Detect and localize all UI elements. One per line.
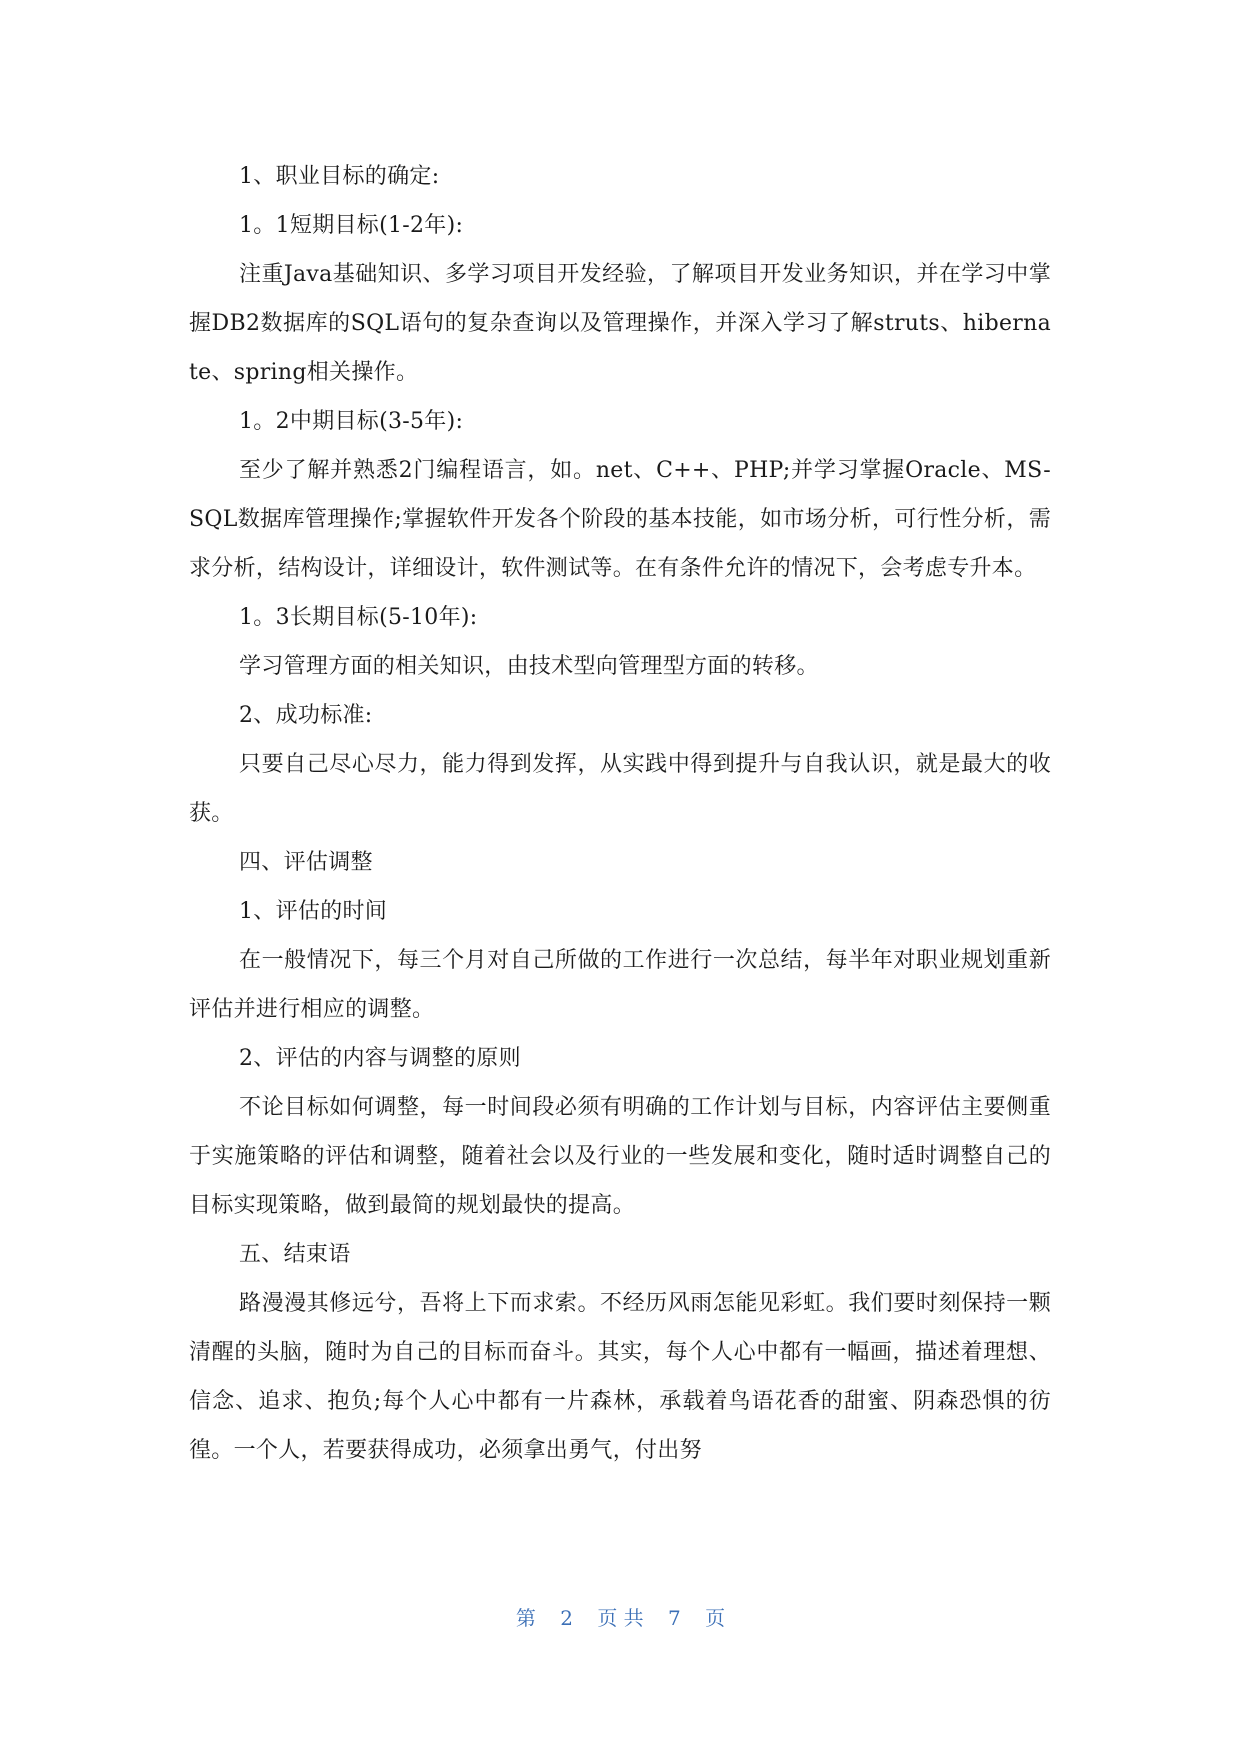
footer-current-page: 2 [560,1606,573,1630]
paragraph: 2、成功标准: [239,703,373,728]
paragraph: 只要自己尽心尽力，能力得到发挥，从实践中得到提升与自我认识，就是最大的收获。 [189,752,1051,826]
paragraph: 1、职业目标的确定: [239,164,440,189]
paragraph: 注重Java基础知识、多学习项目开发经验，了解项目开发业务知识，并在学习中掌握DB2数据库的SQL语句的复杂查询以及管理操作，并深入学习了解struts、hibernate、spring相关操作。 [189,262,1051,385]
paragraph: 不论目标如何调整，每一时间段必须有明确的工作计划与目标，内容评估主要侧重于实施策略的评估和调整，随着社会以及行业的一些发展和变化，随时适时调整自己的目标实现策略，做到最简的规划最快的提高。 [189,1095,1051,1218]
paragraph: 1。3长期目标(5-10年): [239,605,478,630]
paragraph: 学习管理方面的相关知识，由技术型向管理型方面的转移。 [239,654,819,679]
paragraph: 1、评估的时间 [239,899,388,924]
document-body [189,152,1051,1475]
paragraph: 2、评估的内容与调整的原则 [239,1046,521,1071]
footer-total-pages: 7 [668,1606,681,1630]
page-footer [0,1602,1241,1631]
footer-middle: 页 共 [597,1606,644,1630]
paragraph: 在一般情况下，每三个月对自己所做的工作进行一次总结，每半年对职业规划重新评估并进行相应的调整。 [189,948,1051,1022]
paragraph: 1。1短期目标(1-2年): [239,213,464,238]
paragraph: 至少了解并熟悉2门编程语言，如。net、C++、PHP;并学习掌握Oracle、MS-SQL数据库管理操作;掌握软件开发各个阶段的基本技能，如市场分析，可行性分析，需求分析，结构设计，详细设计，软件测试等。在有条件允许的情况下，会考虑专升本。 [189,458,1051,581]
paragraph: 1。2中期目标(3-5年): [239,409,464,434]
paragraph: 路漫漫其修远兮，吾将上下而求索。不经历风雨怎能见彩虹。我们要时刻保持一颗清醒的头脑，随时为自己的目标而奋斗。其实，每个人心中都有一幅画，描述着理想、信念、追求、抱负;每个人心中都有一片森林，承载着鸟语花香的甜蜜、阴森恐惧的彷徨。一个人，若要获得成功，必须拿出勇气，付出努 [189,1291,1051,1463]
footer-suffix: 页 [705,1606,726,1630]
footer-prefix: 第 [515,1606,536,1630]
section-heading: 四、评估调整 [239,850,373,875]
section-heading: 五、结束语 [239,1242,351,1267]
